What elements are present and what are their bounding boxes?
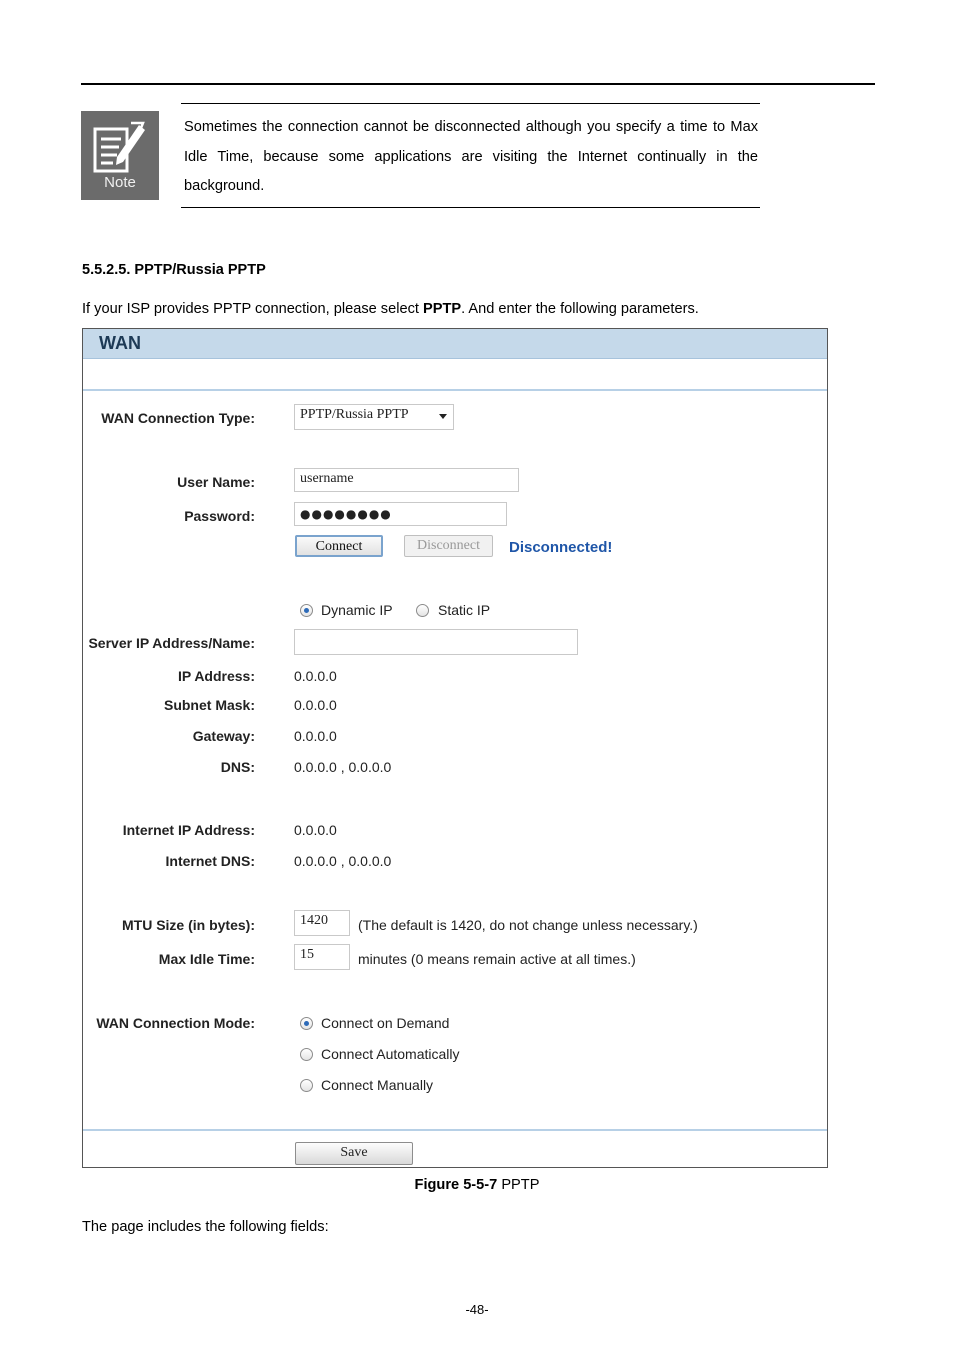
figure-caption — [0, 1177, 954, 1193]
figure-caption-number: Figure 5-5-7 — [414, 1177, 498, 1193]
static-ip-label: Static IP — [438, 602, 491, 618]
username-label: User Name: — [177, 474, 255, 490]
mode-demand-label: Connect on Demand — [321, 1015, 450, 1031]
section-title: 5.5.2.5. PPTP/Russia PPTP — [82, 262, 266, 278]
connection-type-label: WAN Connection Type: — [101, 410, 255, 426]
mtu-hint: (The default is 1420, do not change unless necessary.) — [358, 917, 698, 933]
note-bottom-rule — [181, 207, 760, 208]
max-idle-input[interactable]: 15 — [294, 944, 350, 970]
internet-dns-value: 0.0.0.0 , 0.0.0.0 — [294, 853, 392, 869]
internet-dns-label: Internet DNS: — [165, 853, 255, 869]
note-text: Sometimes the connection cannot be disconnected although you specify a time to Max Idle Time, because some applications are visiting the Internet continually in the background. — [184, 119, 758, 194]
dns-label: DNS: — [220, 759, 255, 775]
connect-button[interactable]: Connect — [295, 535, 383, 557]
mode-demand-radio[interactable] — [300, 1017, 313, 1030]
mode-manual-radio[interactable] — [300, 1079, 313, 1092]
max-idle-label: Max Idle Time: — [158, 951, 255, 967]
mode-auto-label: Connect Automatically — [321, 1046, 460, 1062]
ip-address-value: 0.0.0.0 — [294, 668, 337, 684]
gateway-value: 0.0.0.0 — [294, 728, 337, 744]
gateway-label: Gateway: — [192, 728, 255, 744]
intro-text-after: . And enter the following parameters. — [461, 301, 699, 317]
disconnect-button[interactable]: Disconnect — [404, 535, 493, 557]
connection-status: Disconnected! — [509, 539, 613, 556]
server-label: Server IP Address/Name: — [88, 635, 255, 651]
password-input[interactable]: ●●●●●●●● — [294, 502, 507, 526]
server-input[interactable] — [294, 629, 578, 655]
panel-divider-top — [83, 389, 827, 391]
connection-mode-label: WAN Connection Mode: — [96, 1015, 255, 1031]
note-top-rule — [181, 103, 760, 104]
username-input[interactable]: username — [294, 468, 519, 492]
intro-text-bold: PPTP — [422, 301, 462, 317]
connection-type-select[interactable] — [294, 404, 454, 430]
static-ip-radio[interactable] — [416, 604, 429, 617]
panel-divider-bottom — [83, 1129, 827, 1131]
password-label: Password: — [184, 508, 255, 524]
intro-paragraph — [82, 301, 699, 317]
notepad-pencil-icon — [89, 119, 151, 177]
top-rule — [81, 83, 875, 85]
max-idle-hint: minutes (0 means remain active at all times.) — [358, 951, 636, 967]
mtu-input[interactable]: 1420 — [294, 910, 350, 936]
dynamic-ip-label: Dynamic IP — [321, 602, 393, 618]
dynamic-ip-radio[interactable] — [300, 604, 313, 617]
internet-ip-label: Internet IP Address: — [122, 822, 255, 838]
ip-address-label: IP Address: — [177, 668, 255, 684]
page-number: -48- — [465, 1302, 489, 1317]
mtu-label: MTU Size (in bytes): — [121, 917, 255, 933]
note-icon — [81, 111, 159, 200]
intro-text-before: If your ISP provides PPTP connection, please select — [82, 301, 423, 317]
dns-value: 0.0.0.0 , 0.0.0.0 — [294, 759, 392, 775]
save-button[interactable]: Save — [295, 1142, 413, 1165]
subnet-mask-value: 0.0.0.0 — [294, 697, 337, 713]
connection-type-value: PPTP/Russia PPTP — [300, 407, 409, 422]
mode-auto-radio[interactable] — [300, 1048, 313, 1061]
note-icon-label: Note — [104, 174, 136, 191]
subnet-mask-label: Subnet Mask: — [163, 697, 255, 713]
mode-manual-label: Connect Manually — [321, 1077, 434, 1093]
wan-panel-title: WAN — [99, 333, 141, 353]
chevron-down-icon — [439, 414, 447, 419]
wan-panel-header — [83, 329, 827, 359]
figure-caption-text: PPTP — [497, 1177, 540, 1193]
fields-intro: The page includes the following fields: — [82, 1219, 329, 1235]
wan-panel — [82, 328, 828, 1168]
internet-ip-value: 0.0.0.0 — [294, 822, 337, 838]
